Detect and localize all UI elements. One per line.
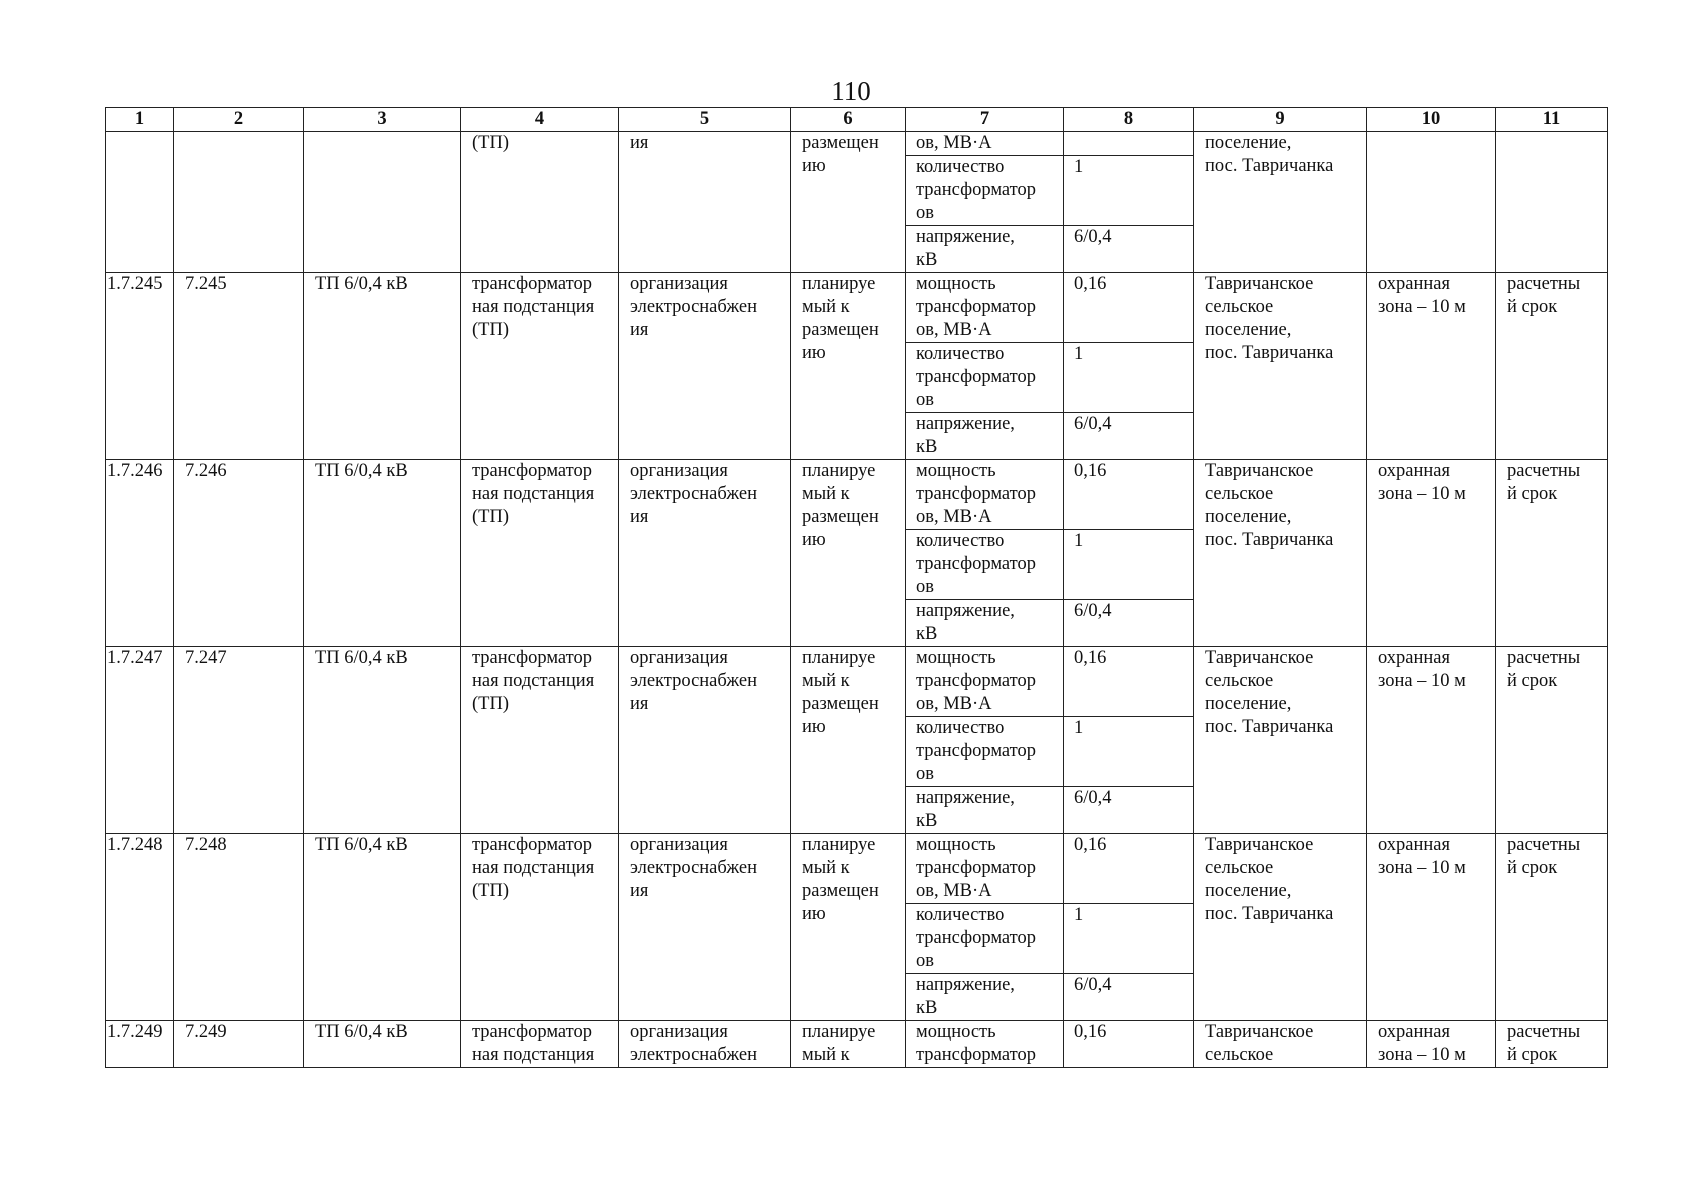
location-cell: Тавричанское сельское поселение, пос. Тавричанка xyxy=(1194,273,1367,460)
location-cell: Тавричанское сельское поселение, пос. Тавричанка xyxy=(1194,460,1367,647)
record-number-cell xyxy=(106,132,174,273)
object-code-cell: 7.247 xyxy=(174,647,304,834)
object-code-cell xyxy=(174,132,304,273)
parameter-label-cell: количество трансформатор ов xyxy=(906,343,1064,413)
parameter-value-cell: 6/0,4 xyxy=(1064,974,1194,1021)
status-cell: планируе мый к размещен ию xyxy=(791,834,906,1021)
parameter-label-cell: напряжение, кВ xyxy=(906,413,1064,460)
parameter-value-cell: 0,16 xyxy=(1064,647,1194,717)
location-cell: Тавричанское сельское поселение, пос. Тавричанка xyxy=(1194,647,1367,834)
parameter-value-cell: 1 xyxy=(1064,156,1194,226)
object-code-cell: 7.248 xyxy=(174,834,304,1021)
object-type-cell: трансформатор ная подстанция (ТП) xyxy=(461,647,619,834)
column-header: 2 xyxy=(174,108,304,132)
status-cell: планируе мый к размещен ию xyxy=(791,647,906,834)
parameter-label-cell: мощность трансформатор xyxy=(906,1021,1064,1068)
purpose-cell: организация электроснабжен ия xyxy=(619,647,791,834)
location-cell: Тавричанское сельское xyxy=(1194,1021,1367,1068)
parameter-label-cell: количество трансформатор ов xyxy=(906,530,1064,600)
purpose-cell: организация электроснабжен ия xyxy=(619,460,791,647)
parameter-label-cell: количество трансформатор ов xyxy=(906,717,1064,787)
status-cell: планируе мый к xyxy=(791,1021,906,1068)
parameter-label-cell: напряжение, кВ xyxy=(906,974,1064,1021)
column-number-row xyxy=(106,108,1608,132)
status-cell: планируе мый к размещен ию xyxy=(791,273,906,460)
zone-cell: охранная зона – 10 м xyxy=(1367,273,1496,460)
term-cell: расчетны й срок xyxy=(1496,1021,1608,1068)
parameter-value-cell: 6/0,4 xyxy=(1064,226,1194,273)
purpose-cell: ия xyxy=(619,132,791,273)
parameter-label-cell: напряжение, кВ xyxy=(906,787,1064,834)
zone-cell: охранная зона – 10 м xyxy=(1367,834,1496,1021)
object-type-cell: трансформатор ная подстанция (ТП) xyxy=(461,460,619,647)
purpose-cell: организация электроснабжен ия xyxy=(619,834,791,1021)
column-header: 8 xyxy=(1064,108,1194,132)
record-number-cell: 1.7.248 xyxy=(106,834,174,1021)
object-name-cell: ТП 6/0,4 кВ xyxy=(304,273,461,460)
term-cell: расчетны й срок xyxy=(1496,460,1608,647)
object-type-cell: трансформатор ная подстанция xyxy=(461,1021,619,1068)
parameter-label-cell: напряжение, кВ xyxy=(906,600,1064,647)
table-row xyxy=(106,273,1608,343)
object-name-cell: ТП 6/0,4 кВ xyxy=(304,1021,461,1068)
purpose-cell: организация электроснабжен xyxy=(619,1021,791,1068)
register-table xyxy=(105,107,1608,1068)
table-row xyxy=(106,460,1608,530)
purpose-cell: организация электроснабжен ия xyxy=(619,273,791,460)
column-header: 10 xyxy=(1367,108,1496,132)
parameter-label-cell: мощность трансформатор ов, МВ·А xyxy=(906,273,1064,343)
column-header: 7 xyxy=(906,108,1064,132)
parameter-value-cell: 0,16 xyxy=(1064,1021,1194,1068)
object-code-cell: 7.245 xyxy=(174,273,304,460)
column-header: 11 xyxy=(1496,108,1608,132)
table-row xyxy=(106,834,1608,904)
table-row xyxy=(106,647,1608,717)
parameter-value-cell: 6/0,4 xyxy=(1064,600,1194,647)
record-number-cell: 1.7.245 xyxy=(106,273,174,460)
parameter-label-cell: мощность трансформатор ов, МВ·А xyxy=(906,647,1064,717)
record-number-cell: 1.7.247 xyxy=(106,647,174,834)
parameter-label-cell: напряжение, кВ xyxy=(906,226,1064,273)
page-number: 110 xyxy=(831,76,871,106)
object-name-cell: ТП 6/0,4 кВ xyxy=(304,460,461,647)
parameter-value-cell: 6/0,4 xyxy=(1064,787,1194,834)
object-code-cell: 7.249 xyxy=(174,1021,304,1068)
record-number-cell: 1.7.246 xyxy=(106,460,174,647)
object-type-cell: (ТП) xyxy=(461,132,619,273)
parameter-value-cell: 0,16 xyxy=(1064,834,1194,904)
term-cell: расчетны й срок xyxy=(1496,834,1608,1021)
column-header: 6 xyxy=(791,108,906,132)
continuation-row xyxy=(106,132,1608,156)
parameter-label-cell: мощность трансформатор ов, МВ·А xyxy=(906,460,1064,530)
parameter-value-cell: 6/0,4 xyxy=(1064,413,1194,460)
parameter-label-cell: ов, МВ·А xyxy=(906,132,1064,156)
object-type-cell: трансформатор ная подстанция (ТП) xyxy=(461,834,619,1021)
parameter-value-cell: 0,16 xyxy=(1064,273,1194,343)
zone-cell: охранная зона – 10 м xyxy=(1367,460,1496,647)
zone-cell: охранная зона – 10 м xyxy=(1367,647,1496,834)
parameter-value-cell xyxy=(1064,132,1194,156)
term-cell: расчетны й срок xyxy=(1496,647,1608,834)
column-header: 5 xyxy=(619,108,791,132)
column-header: 3 xyxy=(304,108,461,132)
object-name-cell: ТП 6/0,4 кВ xyxy=(304,834,461,1021)
column-header: 4 xyxy=(461,108,619,132)
zone-cell xyxy=(1367,132,1496,273)
parameter-label-cell: количество трансформатор ов xyxy=(906,904,1064,974)
location-cell: поселение, пос. Тавричанка xyxy=(1194,132,1367,273)
object-type-cell: трансформатор ная подстанция (ТП) xyxy=(461,273,619,460)
parameter-label-cell: количество трансформатор ов xyxy=(906,156,1064,226)
column-header: 9 xyxy=(1194,108,1367,132)
table-row xyxy=(106,1021,1608,1068)
object-name-cell: ТП 6/0,4 кВ xyxy=(304,647,461,834)
zone-cell: охранная зона – 10 м xyxy=(1367,1021,1496,1068)
parameter-value-cell: 1 xyxy=(1064,343,1194,413)
term-cell xyxy=(1496,132,1608,273)
location-cell: Тавричанское сельское поселение, пос. Тавричанка xyxy=(1194,834,1367,1021)
parameter-value-cell: 1 xyxy=(1064,904,1194,974)
column-header: 1 xyxy=(106,108,174,132)
object-code-cell: 7.246 xyxy=(174,460,304,647)
status-cell: планируе мый к размещен ию xyxy=(791,460,906,647)
parameter-value-cell: 0,16 xyxy=(1064,460,1194,530)
object-name-cell xyxy=(304,132,461,273)
parameter-label-cell: мощность трансформатор ов, МВ·А xyxy=(906,834,1064,904)
status-cell: размещен ию xyxy=(791,132,906,273)
parameter-value-cell: 1 xyxy=(1064,717,1194,787)
term-cell: расчетны й срок xyxy=(1496,273,1608,460)
parameter-value-cell: 1 xyxy=(1064,530,1194,600)
record-number-cell: 1.7.249 xyxy=(106,1021,174,1068)
